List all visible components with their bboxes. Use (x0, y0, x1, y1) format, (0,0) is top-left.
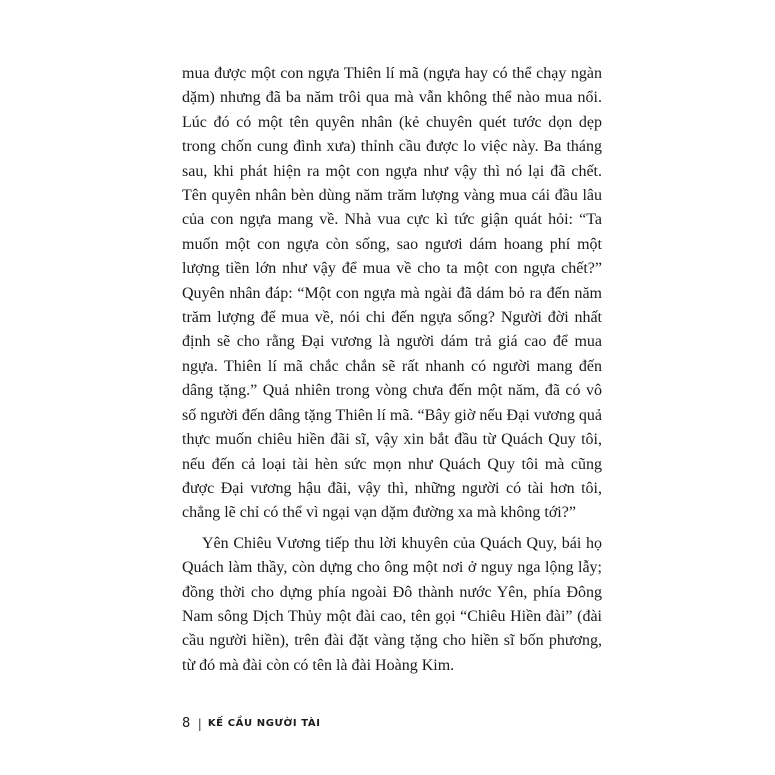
paragraph-continuation: mua được một con ngựa Thiên lí mã (ngựa hay có thể chạy ngàn dặm) nhưng đã ba năm trôi qua mà vẫn không thể nào mua nổi. Lúc đó có một tên quyên nhân (kẻ chuyên quét tước dọn dẹp trong chốn cung đình xưa) thỉnh cầu được lo việc này. Ba tháng sau, khi phát hiện ra một con ngựa như vậy thì nó lại đã chết. Tên quyên nhân bèn dùng năm trăm lượng vàng mua cái đầu lâu của con ngựa mang về. Nhà vua cực kì tức giận quát hỏi: “Ta muốn một con ngựa còn sống, sao ngươi dám hoang phí một lượng tiền lớn như vậy để mua về cho ta một con ngựa chết?” Quyên nhân đáp: “Một con ngựa mà ngài đã dám bỏ ra đến năm trăm lượng để mua về, nói chi đến ngựa sống? Người đời nhất định sẽ cho rằng Đại vương là người dám trả giá cao để mua ngựa. Thiên lí mã chắc chắn sẽ rất nhanh có người mang đến dâng tặng.” Quả nhiên trong vòng chưa đến một năm, đã có vô số người đến dâng tặng Thiên lí mã. “Bây giờ nếu Đại vương quả thực muốn chiêu hiền đãi sĩ, vậy xin bắt đầu từ Quách Quy tôi, nếu đến cả loại tài hèn sức mọn như Quách Quy tôi mà cũng được Đại vương hậu đãi, vậy thì, những người có tài hơn tôi, chẳng lẽ chỉ có thể vì ngại vạn dặm đường xa mà không tới?” (182, 65, 602, 522)
paragraph-yen-chieu-vuong: Yên Chiêu Vương tiếp thu lời khuyên của Quách Quy, bái họ Quách làm thầy, còn dựng cho ông một nơi ở nguy nga lộng lẫy; đồng thời cho dựng phía ngoài Đô thành nước Yên, phía Đông Nam sông Dịch Thủy một đài cao, tên gọi “Chiêu Hiền đài” (đài cầu người hiền), trên đài đặt vàng tặng cho hiền sĩ bốn phương, từ đó mà đài còn có tên là đài Hoàng Kim. (182, 534, 602, 674)
body-text (182, 62, 602, 678)
page-number: 8 (182, 716, 191, 731)
page-footer (182, 716, 321, 731)
running-title: KẾ CẦU NGƯỜI TÀI (207, 718, 321, 729)
footer-separator: | (197, 716, 202, 731)
